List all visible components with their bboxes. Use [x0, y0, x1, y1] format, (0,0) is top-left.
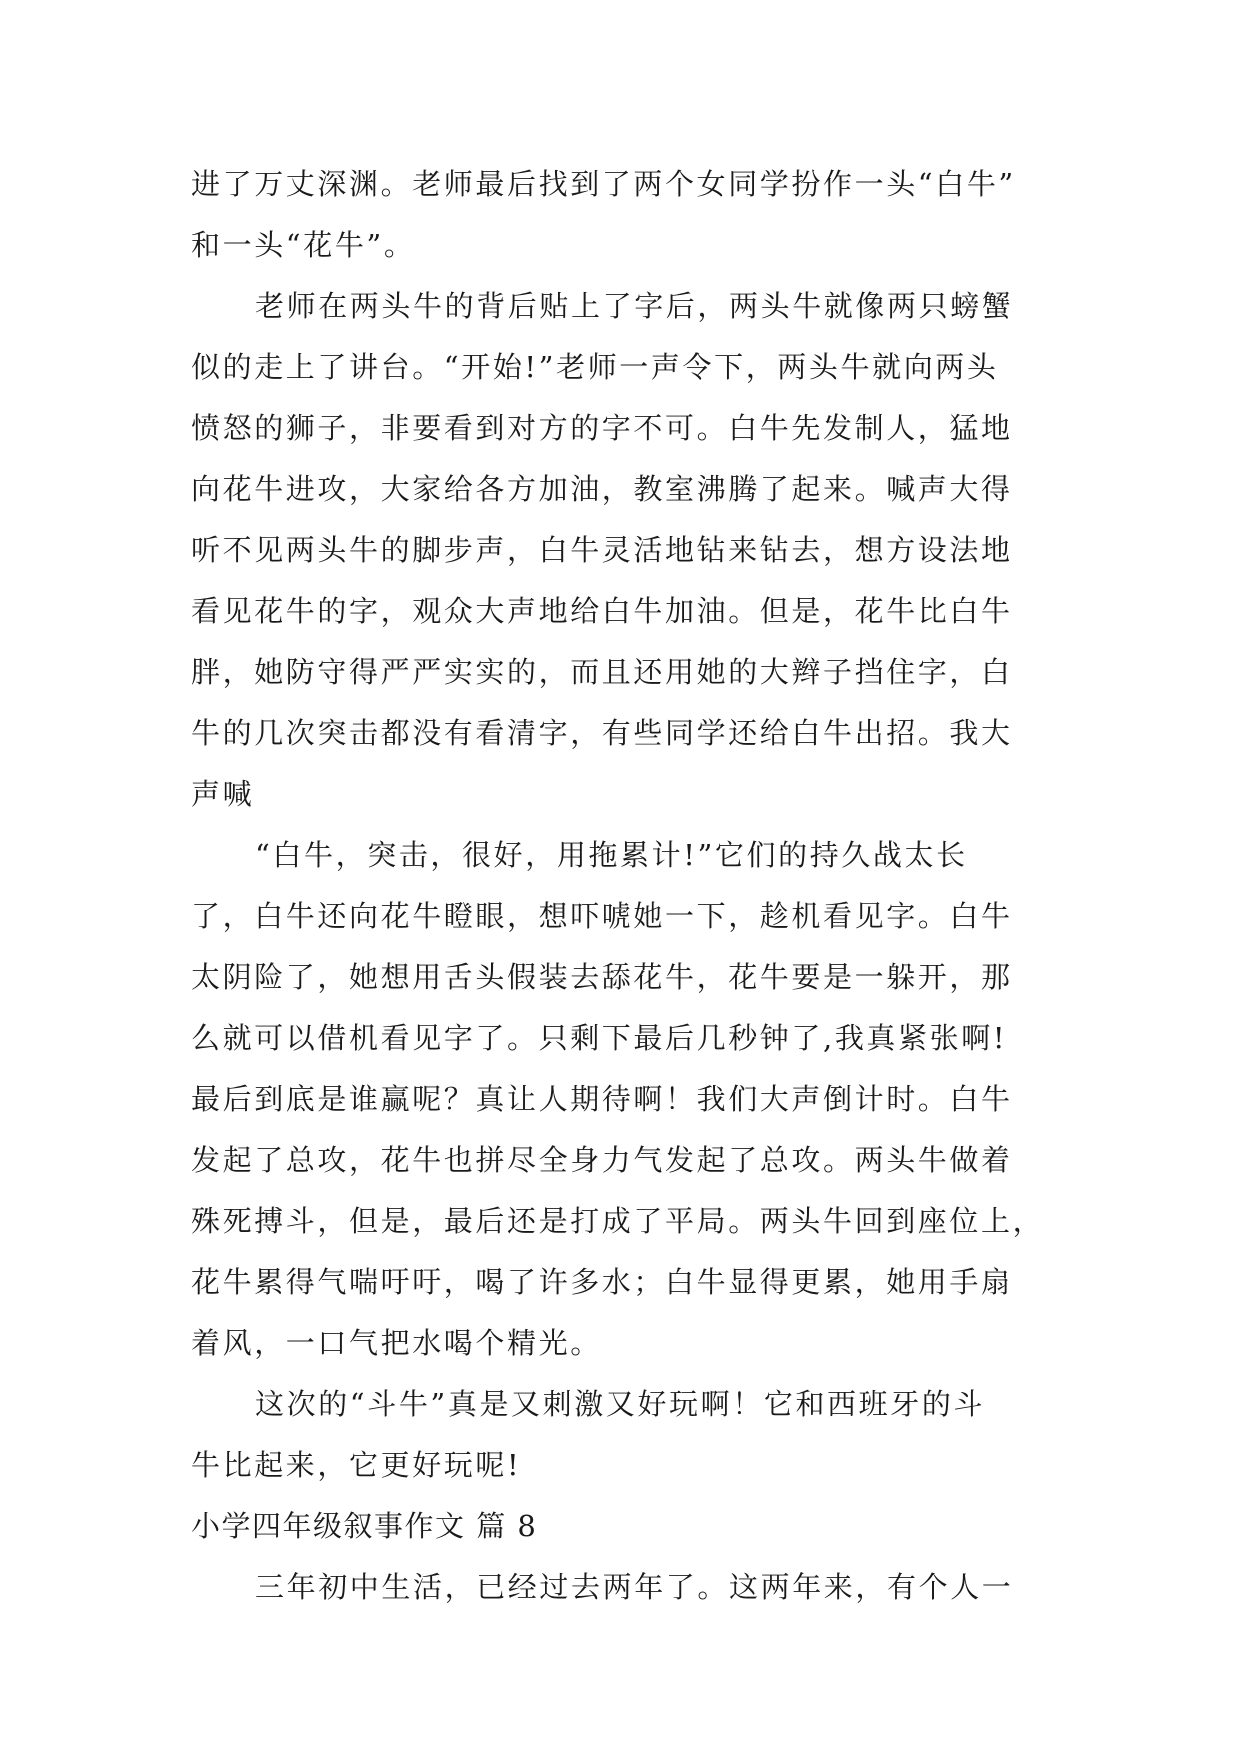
text-line: 声喊 — [191, 777, 255, 811]
text-line: 最后到底是谁赢呢？真让人期待啊！我们大声倒计时。白牛 — [191, 1082, 1013, 1116]
text-line: 发起了总攻，花牛也拼尽全身力气发起了总攻。两头牛做着 — [191, 1143, 1013, 1177]
text-line: 听不见两头牛的脚步声，白牛灵活地钻来钻去，想方设法地 — [191, 533, 1013, 567]
text-line: 着风，一口气把水喝个精光。 — [191, 1326, 602, 1360]
paragraph-start-line: 老师在两头牛的背后贴上了字后，两头牛就像两只螃蟹 — [255, 289, 1014, 323]
text-line: 殊死搏斗，但是，最后还是打成了平局。两头牛回到座位上， — [191, 1204, 1045, 1238]
text-line: 胖，她防守得严严实实的，而且还用她的大辫子挡住字，白 — [191, 655, 1013, 689]
text-line: 似的走上了讲台。“开始!”老师一声令下，两头牛就向两头 — [191, 350, 999, 384]
text-line: 牛的几次突击都没有看清字，有些同学还给白牛出招。我大 — [191, 716, 1013, 750]
text-line: 太阴险了，她想用舌头假装去舔花牛，花牛要是一躲开，那 — [191, 960, 1013, 994]
paragraph-start-line: “白牛，突击，很好，用拖累计!”它们的持久战太长 — [255, 838, 968, 872]
text-line: 和一头“花牛”。 — [191, 228, 416, 262]
paragraph-start-line: 三年初中生活，已经过去两年了。这两年来，有个人一 — [255, 1570, 1014, 1604]
text-line: 花牛累得气喘吁吁，喝了许多水；白牛显得更累，她用手扇 — [191, 1265, 1013, 1299]
text-line: 愤怒的狮子，非要看到对方的字不可。白牛先发制人，猛地 — [191, 411, 1013, 445]
text-line: 进了万丈深渊。老师最后找到了两个女同学扮作一头“白牛” — [191, 167, 1016, 201]
section-heading: 小学四年级叙事作文 篇 8 — [191, 1509, 538, 1543]
text-line: 牛比起来，它更好玩呢! — [191, 1448, 522, 1482]
text-line: 看见花牛的字，观众大声地给白牛加油。但是，花牛比白牛 — [191, 594, 1013, 628]
paragraph-start-line: 这次的“斗牛”真是又刺激又好玩啊！它和西班牙的斗 — [255, 1387, 986, 1421]
text-line: 了，白牛还向花牛瞪眼，想吓唬她一下，趁机看见字。白牛 — [191, 899, 1013, 933]
text-line: 么就可以借机看见字了。只剩下最后几秒钟了,我真紧张啊! — [191, 1021, 1008, 1055]
text-line: 向花牛进攻，大家给各方加油，教室沸腾了起来。喊声大得 — [191, 472, 1013, 506]
document-body — [191, 154, 1051, 1618]
